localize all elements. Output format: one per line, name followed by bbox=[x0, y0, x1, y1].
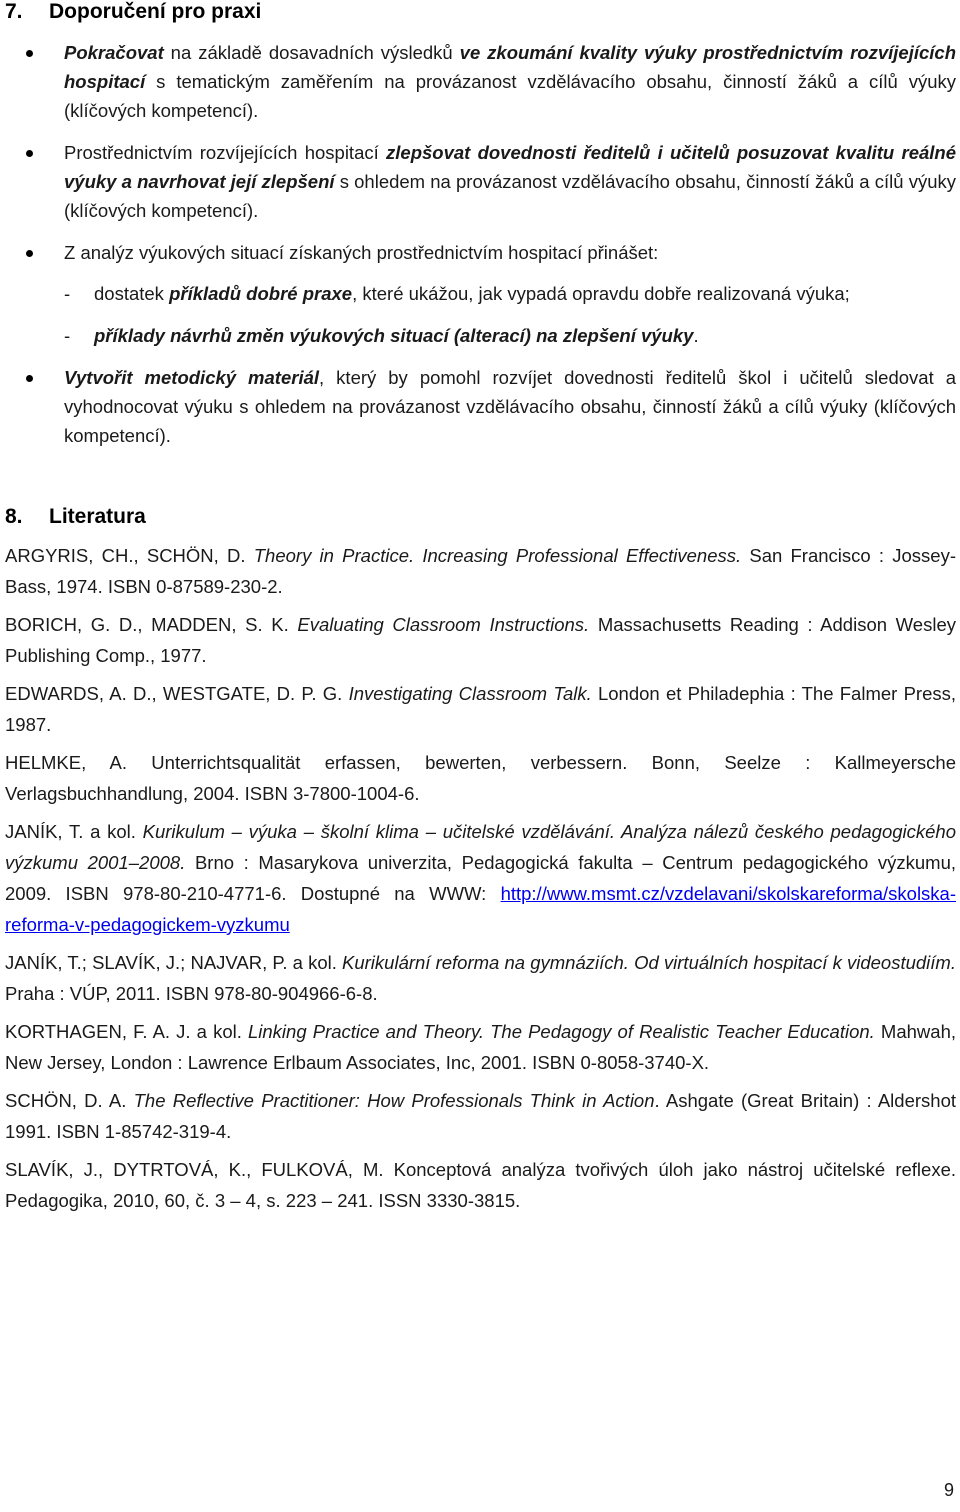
section-heading-recommendations bbox=[5, 0, 261, 24]
title-text: Theory in Practice. Increasing Professional Effectiveness. bbox=[253, 545, 742, 566]
reference-entry bbox=[5, 1085, 956, 1147]
emphasis-text: zlepšovat dovednosti ředitelů i učitelů posuzovat kvalitu reálné výuky a navrhovat její zlepšení bbox=[64, 142, 956, 192]
reference-entry bbox=[5, 816, 956, 940]
text-run: na základě dosavadních výsledků bbox=[163, 42, 460, 63]
text-run: Brno : Masarykova univerzita, Pedagogická fakulta – Centrum pedagogického výzkumu, 2009. ISBN 978-80-210-4771-6. Dostupné na WWW: bbox=[5, 852, 956, 904]
title-text: Evaluating Classroom Instructions. bbox=[297, 614, 590, 635]
recommendations-list bbox=[22, 38, 956, 463]
text-run: SCHÖN, D. A. bbox=[5, 1090, 134, 1111]
page-number: 9 bbox=[943, 1480, 954, 1500]
section-number: 7. bbox=[5, 0, 23, 23]
recommendation-text bbox=[64, 138, 956, 225]
text-run: HELMKE, A. Unterrichtsqualität erfassen, bewerten, verbessern. Bonn, Seelze : Kallmeyersche Verlagsbuchhandlung, 2004. ISBN 3-7800-1004-6. bbox=[5, 752, 956, 804]
title-text: Kurikulum – výuka – školní klima – učitelské vzdělávání. Analýza nálezů českého pedagogického výzkumu 2001–2008. bbox=[5, 821, 956, 873]
references-list bbox=[5, 540, 956, 1223]
text-run: SLAVÍK, J., DYTRTOVÁ, K., FULKOVÁ, M. Konceptová analýza tvořivých úloh jako nástroj učitelské reflexe. Pedagogika, 2010, 60, č. 3 – 4, s. 223 – 241. ISSN 3330-3815. bbox=[5, 1159, 956, 1211]
bullet-icon bbox=[26, 375, 33, 382]
reference-entry bbox=[5, 747, 956, 809]
bullet-icon bbox=[26, 250, 33, 257]
text-run: KORTHAGEN, F. A. J. a kol. bbox=[5, 1021, 248, 1042]
reference-link[interactable]: http://www.msmt.cz/vzdelavani/skolskareforma/skolska-reforma-v-pedagogickem-vyzkumu bbox=[5, 883, 956, 935]
reference-entry bbox=[5, 540, 956, 602]
section-heading-literature bbox=[5, 505, 146, 529]
reference-entry bbox=[5, 1016, 956, 1078]
sub-list-item bbox=[22, 279, 956, 308]
text-run: Mahwah, New Jersey, London : Lawrence Erlbaum Associates, Inc, 2001. ISBN 0-8058-3740-X. bbox=[5, 1021, 956, 1073]
recommendation-text bbox=[64, 363, 956, 450]
bullet-icon bbox=[26, 150, 33, 157]
text-run: s ohledem na provázanost vzdělávacího obsahu, činností žáků a cílů výuky (klíčových kompetencí). bbox=[64, 171, 956, 221]
title-text: The Reflective Practitioner: How Professionals Think in Action bbox=[133, 1090, 655, 1111]
reference-entry bbox=[5, 1154, 956, 1216]
text-run: . Ashgate (Great Britain) : Aldershot 1991. ISBN 1-85742-319-4. bbox=[5, 1090, 956, 1142]
recommendation-item bbox=[22, 363, 956, 450]
section-number: 8. bbox=[5, 505, 23, 528]
emphasis-text: příkladů dobré praxe bbox=[169, 283, 353, 304]
text-run: . bbox=[693, 325, 699, 346]
text-run: Z analýz výukových situací získaných prostřednictvím hospitací přinášet: bbox=[64, 242, 659, 263]
recommendation-item bbox=[22, 38, 956, 125]
text-run: London et Philadephia : The Falmer Press, 1987. bbox=[5, 683, 956, 735]
section-title: Literatura bbox=[49, 505, 146, 528]
sub-list bbox=[22, 279, 956, 350]
bullet-icon bbox=[26, 50, 33, 57]
dash-marker: - bbox=[64, 283, 71, 304]
text-run: EDWARDS, A. D., WESTGATE, D. P. G. bbox=[5, 683, 349, 704]
dash-marker: - bbox=[64, 325, 71, 346]
reference-entry bbox=[5, 947, 956, 1009]
emphasis-text: příklady návrhů změn výukových situací (alterací) na zlepšení výuky bbox=[94, 325, 694, 346]
text-run: Prostřednictvím rozvíjejících hospitací bbox=[64, 142, 387, 163]
sub-list-item bbox=[22, 321, 956, 350]
title-text: Linking Practice and Theory. The Pedagogy of Realistic Teacher Education. bbox=[247, 1021, 875, 1042]
text-run: , který by pomohl rozvíjet dovednosti ředitelů škol i učitelů sledovat a vyhodnocovat výuku s ohledem na provázanost vzdělávacího obsahu, činností žáků a cílů výuky (klíčových kompetencí). bbox=[64, 367, 957, 446]
title-text: Kurikulární reforma na gymnáziích. Od virtuálních hospitací k videostudiím. bbox=[342, 952, 956, 973]
text-run: s tematickým zaměřením na provázanost vzdělávacího obsahu, činností žáků a cílů výuky (klíčových kompetencí). bbox=[64, 71, 956, 121]
text-run: Massachusetts Reading : Addison Wesley Publishing Comp., 1977. bbox=[5, 614, 956, 666]
recommendation-item bbox=[22, 138, 956, 225]
emphasis-text: ve zkoumání kvality výuky prostřednictvím rozvíjejících hospitací bbox=[64, 42, 957, 92]
recommendation-text bbox=[64, 38, 956, 125]
text-run: ARGYRIS, CH., SCHÖN, D. bbox=[5, 545, 254, 566]
text-run: San Francisco : Jossey-Bass, 1974. ISBN 0-87589-230-2. bbox=[5, 545, 957, 597]
text-run: Praha : VÚP, 2011. ISBN 978-80-904966-6-8. bbox=[5, 983, 378, 1004]
reference-entry bbox=[5, 678, 956, 740]
text-run: BORICH, G. D., MADDEN, S. K. bbox=[5, 614, 298, 635]
recommendation-item bbox=[22, 238, 956, 350]
text-run: dostatek bbox=[94, 283, 170, 304]
section-title: Doporučení pro praxi bbox=[49, 0, 262, 23]
text-run: JANÍK, T. a kol. bbox=[5, 821, 143, 842]
emphasis-text: Vytvořit metodický materiál bbox=[64, 367, 320, 388]
text-run: JANÍK, T.; SLAVÍK, J.; NAJVAR, P. a kol. bbox=[5, 952, 343, 973]
reference-entry bbox=[5, 609, 956, 671]
text-run: , které ukážou, jak vypadá opravdu dobře realizovaná výuka; bbox=[352, 283, 850, 304]
recommendation-text bbox=[64, 238, 956, 267]
title-text: Investigating Classroom Talk. bbox=[348, 683, 592, 704]
emphasis-text: Pokračovat bbox=[64, 42, 164, 63]
